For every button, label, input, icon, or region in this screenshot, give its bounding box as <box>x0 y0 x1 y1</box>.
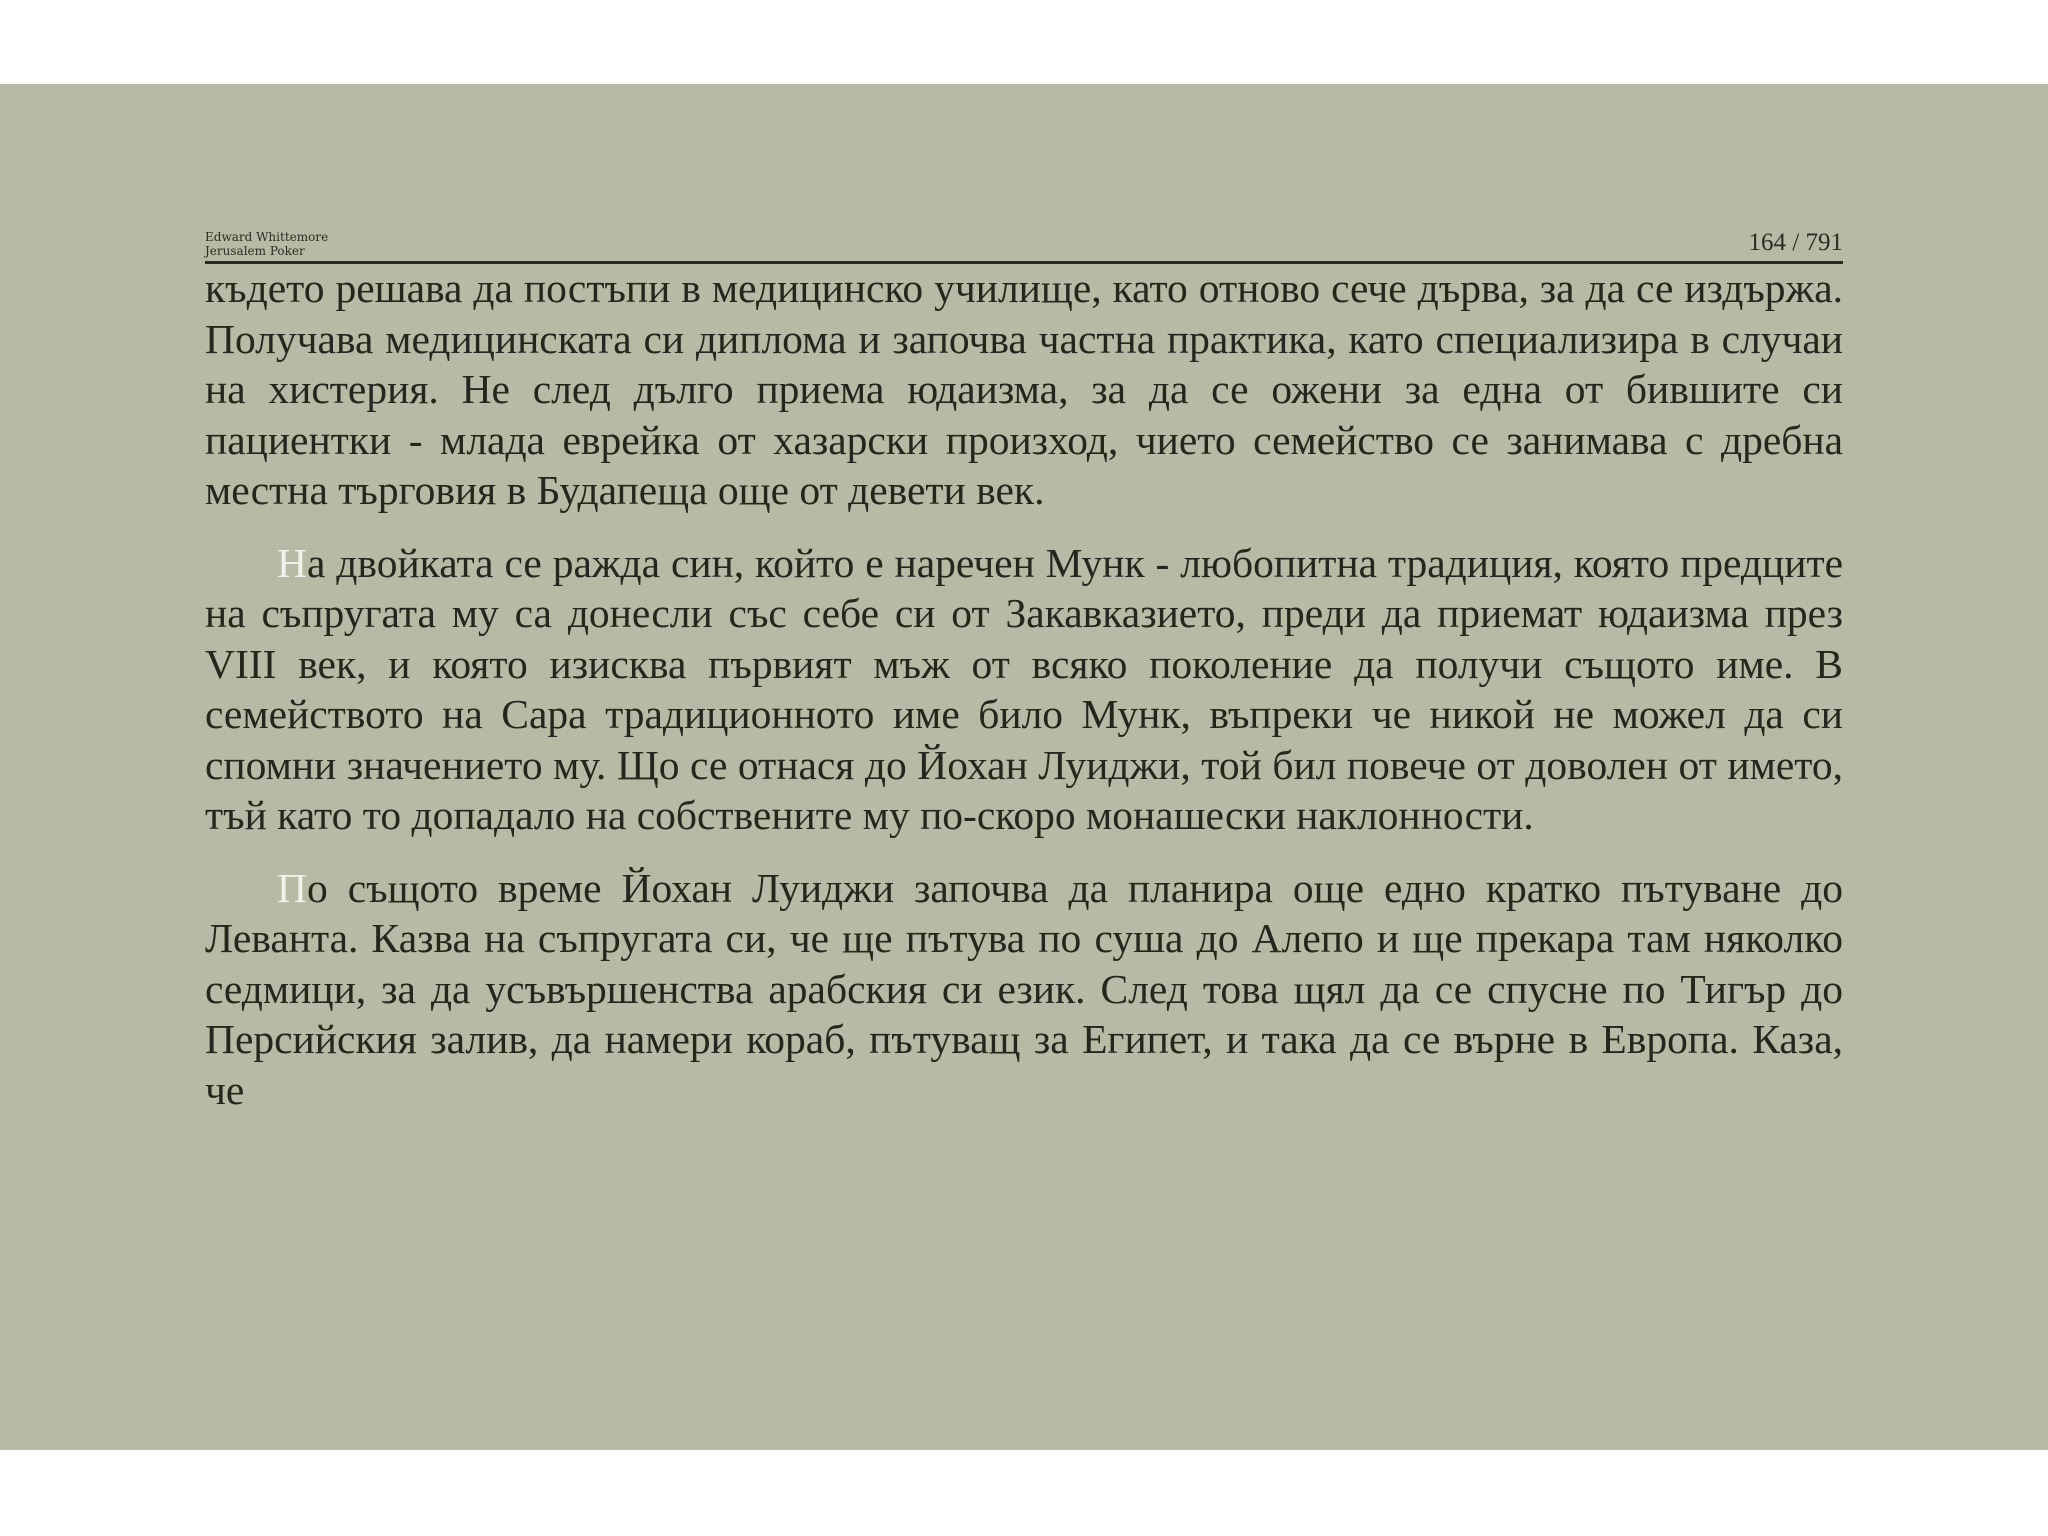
paragraph-text: о същото време Йохан Луиджи започва да планира още едно кратко пътуване до Леванта. Казва на съпругата си, че ще пътува по суша до Алепо и ще прекара там няколко седмици, за да усъвършенства арабския си език. След това щял да се спусне по Тигър до Персийския залив, да намери кораб, пътуващ за Египет, и така да се върне в Европа. Каза, че <box>205 864 1843 1113</box>
page-number: 164 / 791 <box>1748 229 1843 256</box>
book-title: Jerusalem Poker <box>205 244 305 258</box>
initial-letter: П <box>277 864 307 911</box>
page-text <box>205 263 1843 1115</box>
paragraph-text: а двойката се ражда син, който е наречен Мунк - любопитна традиция, която предците на съпругата му са донесли със себе си от Закавказието, преди да приемат юдаизма през VIII век, и която изисква първият мъж от всяко поколение да получи същото име. В семейството на Сара традиционното име било Мунк, въпреки че никой не можел да си спомни значението му. Що се отнася до Йохан Луиджи, той бил повече от доволен от името, тъй като то допадало на собствените му по-скоро монашески наклонности. <box>205 539 1843 838</box>
paragraph-text: където решава да постъпи в медицинско училище, като отново сече дърва, за да се издържа. Получава медицинската си диплома и започва частна практика, като специализира в случаи на хистерия. Не след дълго приема юдаизма, за да се ожени за една от бившите си пациентки - млада еврейка от хазарски произход, чието семейство се занимава с дребна местна търговия в Будапеща още от девети век. <box>205 265 1843 513</box>
book-meta <box>205 230 328 258</box>
paragraph <box>205 863 1843 1116</box>
paragraph <box>205 538 1843 841</box>
initial-letter: Н <box>277 539 307 586</box>
author-name: Edward Whittemore <box>205 230 329 244</box>
paragraph <box>205 263 1843 516</box>
page-header <box>205 135 1843 264</box>
